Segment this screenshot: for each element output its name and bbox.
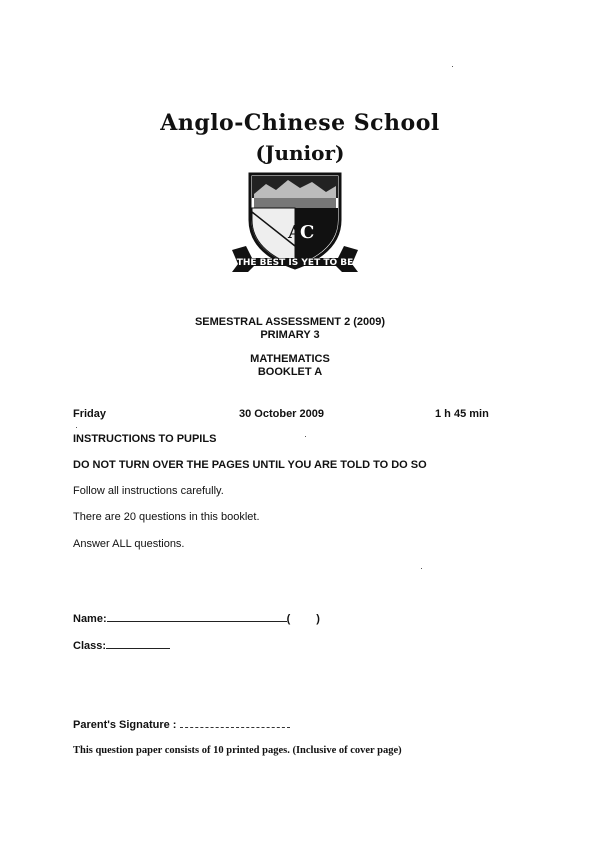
name-line[interactable] xyxy=(107,611,287,622)
svg-text:A: A xyxy=(288,222,302,243)
instruction-line-2: There are 20 questions in this booklet. xyxy=(73,511,260,523)
booklet-title: BOOKLET A xyxy=(257,366,323,378)
class-field[interactable] xyxy=(73,638,170,652)
signature-line[interactable] xyxy=(180,717,290,728)
instruction-line-1: Follow all instructions carefully. xyxy=(73,485,224,497)
crest-motto: THE BEST IS YET TO BE xyxy=(236,258,354,268)
school-subtitle: (Junior) xyxy=(255,141,345,165)
class-label: Class: xyxy=(73,640,107,652)
school-name: Anglo-Chinese School xyxy=(160,110,440,136)
assessment-title: SEMESTRAL ASSESSMENT 2 (2009) xyxy=(194,316,386,328)
name-paren-close: ) xyxy=(316,613,320,625)
subject-title: MATHEMATICS xyxy=(250,353,330,365)
school-crest-logo xyxy=(230,168,360,280)
class-line[interactable] xyxy=(106,638,170,649)
instruction-line-3: Answer ALL questions. xyxy=(73,538,185,550)
instructions-warning: DO NOT TURN OVER THE PAGES UNTIL YOU ARE TOLD TO DO SO xyxy=(73,459,427,471)
scan-speck xyxy=(421,568,422,569)
scan-speck xyxy=(305,436,306,437)
name-field[interactable] xyxy=(73,611,373,625)
name-paren-open: ( xyxy=(286,613,291,625)
exam-date: 30 October 2009 xyxy=(239,408,324,420)
instructions-heading: INSTRUCTIONS TO PUPILS xyxy=(73,433,217,445)
svg-text:C: C xyxy=(300,222,315,243)
scan-speck xyxy=(452,66,453,67)
name-label: Name: xyxy=(73,613,107,625)
level-title: PRIMARY 3 xyxy=(260,329,320,341)
page-count-note: This question paper consists of 10 printed pages. (Inclusive of cover page) xyxy=(73,745,402,756)
signature-field[interactable] xyxy=(73,717,290,731)
exam-day: Friday xyxy=(73,408,107,420)
signature-label: Parent's Signature : xyxy=(73,719,177,731)
scan-speck xyxy=(76,427,77,428)
exam-duration: 1 h 45 min xyxy=(435,408,489,420)
